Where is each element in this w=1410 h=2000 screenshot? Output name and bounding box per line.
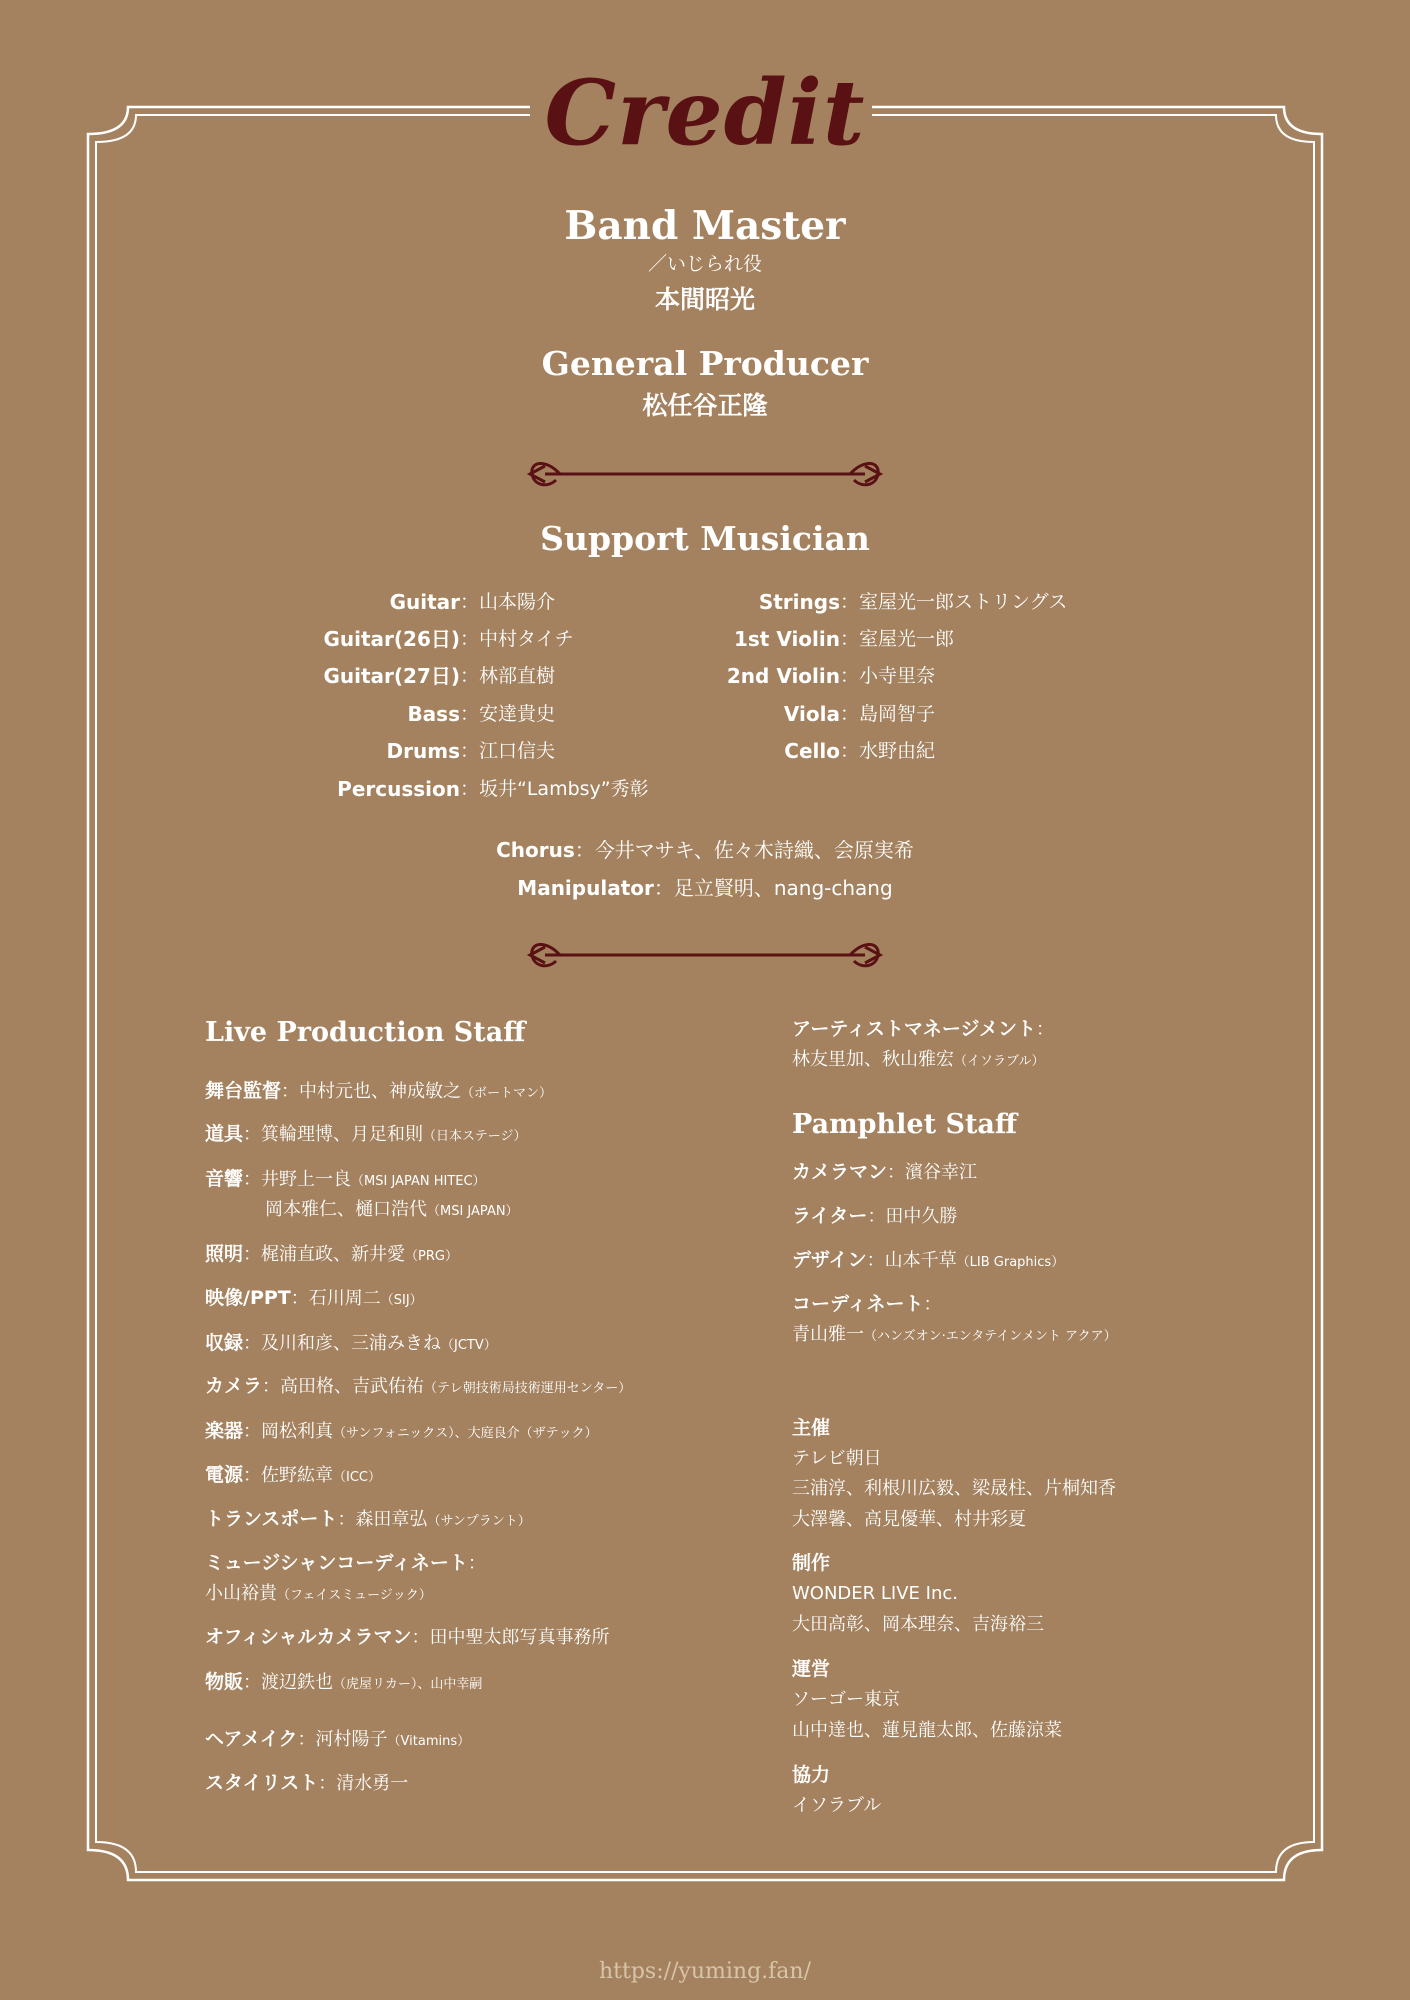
band-master-subtitle: ／いじられ役 <box>647 253 762 275</box>
musician-row <box>0 621 1410 658</box>
musician-role: 1st Violin <box>733 627 840 651</box>
staff-key: ライター <box>792 1205 868 1227</box>
staff-value: ：岡松利真 <box>243 1421 334 1442</box>
musician-name: ：林部直樹 <box>460 665 556 687</box>
musician-row <box>0 771 1410 808</box>
staff-item <box>205 1622 610 1655</box>
staff-value: ：高田格、吉武佑祐 <box>262 1376 425 1397</box>
staff-note: （ボートマン） <box>461 1086 553 1101</box>
musician-row <box>0 584 1410 621</box>
organizer-key-label: 協力 <box>792 1764 831 1786</box>
musician-name: ：水野由紀 <box>840 740 936 762</box>
ornament-divider-top <box>530 463 880 484</box>
staff-note: （日本ステージ） <box>423 1129 527 1144</box>
staff-item <box>205 1667 482 1700</box>
staff-item <box>205 1239 458 1272</box>
staff-key: 楽器 <box>205 1420 244 1442</box>
staff-note: （サンプラント） <box>427 1514 531 1529</box>
musician-name: ：小寺里奈 <box>840 665 936 687</box>
artist-management-key-row <box>792 1014 1054 1045</box>
page-title: Credit <box>540 58 870 168</box>
staff-item <box>265 1194 519 1227</box>
musician-role: Strings <box>758 590 840 614</box>
manipulator-role: Manipulator <box>517 876 654 900</box>
staff-value: ：田中聖太郎写真事務所 <box>411 1627 610 1648</box>
organizer-line: WONDER LIVE Inc. <box>792 1583 958 1604</box>
ornament-divider-bottom <box>530 944 880 965</box>
musician-name: ：山本陽介 <box>460 591 556 613</box>
musician-name: ：安達貴史 <box>460 703 556 725</box>
staff-note: （ICC） <box>333 1470 382 1485</box>
staff-key: スタイリスト <box>205 1772 319 1794</box>
staff-key: 舞台監督 <box>205 1080 282 1102</box>
musician-name: ：室屋光一郎 <box>840 628 955 650</box>
support-musician-heading: Support Musician <box>540 519 870 558</box>
artist-management-key: アーティストマネージメント <box>792 1018 1036 1040</box>
staff-note: （JCTV） <box>441 1338 497 1353</box>
organizer-line: イソラブル <box>792 1795 882 1816</box>
staff-value: ：田中久勝 <box>867 1206 958 1227</box>
musician-role: Drums <box>386 739 460 763</box>
staff-note: （LIB Graphics） <box>956 1255 1065 1270</box>
staff-value: 青山雅一 <box>792 1324 864 1345</box>
staff-key: 道具 <box>205 1123 244 1145</box>
staff-value: ：渡辺鉄也 <box>243 1672 334 1693</box>
chorus-row <box>0 832 1410 869</box>
staff-item <box>792 1319 1117 1352</box>
staff-item <box>205 1768 408 1801</box>
organizer-line: 大澤馨、高見優華、村井彩夏 <box>792 1509 1026 1530</box>
staff-value: ：山本千草 <box>866 1250 957 1271</box>
staff-key: カメラ <box>205 1375 263 1397</box>
musician-role: Guitar(26日) <box>323 627 460 651</box>
musician-row <box>0 696 1410 733</box>
staff-item <box>205 1119 527 1152</box>
musician-name: ：島岡智子 <box>840 703 936 725</box>
musician-name: ：江口信夫 <box>460 740 556 762</box>
musician-role: Cello <box>784 739 840 763</box>
staff-note: （虎屋リカー）、山中幸嗣 <box>333 1677 483 1692</box>
staff-item <box>205 1371 631 1404</box>
staff-item <box>792 1245 1064 1278</box>
staff-value: ：濱谷幸江 <box>887 1162 978 1183</box>
staff-key: 収録 <box>205 1332 244 1354</box>
staff-value: ：及川和彦、三浦みきね <box>243 1333 442 1354</box>
band-master-heading: Band Master <box>564 203 846 249</box>
organizer-key <box>792 1413 830 1444</box>
musician-role: 2nd Violin <box>726 664 840 688</box>
musician-row <box>0 733 1410 770</box>
organizer-key-label: 主催 <box>792 1417 831 1439</box>
staff-item <box>205 1548 486 1581</box>
staff-key: 照明 <box>205 1243 244 1265</box>
organizer-key-label: 運営 <box>792 1658 831 1680</box>
organizer-line: 大田高彰、岡本理奈、吉海裕三 <box>792 1614 1044 1635</box>
musician-name: ：室屋光一郎ストリングス <box>840 591 1068 613</box>
artist-management-colon: ： <box>1035 1019 1054 1040</box>
staff-value: ： <box>923 1294 942 1315</box>
manipulator-names: ：足立賢明、nang-chang <box>653 876 893 900</box>
staff-note: （サンフォニックス）、大庭良介（ザテック） <box>333 1426 598 1441</box>
staff-note: （MSI JAPAN HITEC） <box>351 1174 486 1189</box>
organizer-line: ソーゴー東京 <box>792 1689 900 1710</box>
staff-item <box>205 1283 423 1316</box>
footer-url[interactable]: https://yuming.fan/ <box>598 1959 812 1984</box>
staff-value: ：清水勇一 <box>318 1773 409 1794</box>
staff-note: （ハンズオン·エンタテインメント アクア） <box>864 1329 1117 1344</box>
organizer-line: 三浦淳、利根川広毅、梁晟柱、片桐知香 <box>792 1478 1116 1499</box>
staff-key: 物販 <box>205 1671 244 1693</box>
staff-item <box>205 1504 531 1537</box>
staff-value: ： <box>467 1553 486 1574</box>
staff-key: コーディネート <box>792 1293 924 1315</box>
staff-key: 電源 <box>205 1464 244 1486</box>
staff-note: （フェイスミュージック） <box>277 1588 432 1603</box>
staff-item <box>205 1724 470 1757</box>
organizer-line: 山中達也、蓮見龍太郎、佐藤涼菜 <box>792 1720 1062 1741</box>
staff-value: ：中村元也、神成敏之 <box>281 1081 462 1102</box>
band-master-name: 本間昭光 <box>654 285 755 314</box>
staff-value: ：河村陽子 <box>297 1729 388 1750</box>
staff-value: ：箕輪理博、月足和則 <box>243 1124 424 1145</box>
musician-role: Guitar <box>389 590 460 614</box>
musician-role: Bass <box>407 702 460 726</box>
artist-management-value-row <box>792 1044 1044 1077</box>
staff-value: ：梶浦直政、新井愛 <box>243 1244 406 1265</box>
staff-item <box>792 1289 941 1322</box>
general-producer-heading: General Producer <box>541 344 869 383</box>
staff-value: ：石川周二 <box>290 1288 381 1309</box>
staff-item <box>205 1416 598 1449</box>
staff-item <box>205 1076 552 1109</box>
staff-key: 音響 <box>205 1168 244 1190</box>
organizer-key <box>792 1548 830 1579</box>
manipulator-row <box>0 870 1410 907</box>
staff-item <box>205 1578 432 1611</box>
organizer-key-label: 制作 <box>792 1552 831 1574</box>
staff-item <box>792 1157 977 1190</box>
staff-note: （SIJ） <box>380 1293 423 1308</box>
chorus-names: ：今井マサキ、佐々木詩織、会原実希 <box>574 838 914 862</box>
staff-note: （Vitamins） <box>387 1734 471 1749</box>
staff-note: （テレ朝技術局技術運用センター） <box>424 1381 632 1396</box>
staff-key: 映像/PPT <box>205 1287 291 1309</box>
musician-role: Viola <box>783 702 840 726</box>
chorus-role: Chorus <box>496 838 575 862</box>
staff-value: ：佐野紘章 <box>243 1465 334 1486</box>
staff-key: オフィシャルカメラマン <box>205 1626 412 1648</box>
artist-management-value: 林友里加、秋山雅宏 <box>792 1049 954 1070</box>
organizer-key <box>792 1654 830 1685</box>
staff-key: ミュージシャンコーディネート <box>205 1552 468 1574</box>
staff-item <box>205 1328 497 1361</box>
staff-value: ：井野上一良 <box>243 1169 352 1190</box>
staff-value: ：森田章弘 <box>337 1509 428 1530</box>
general-producer-name: 松任谷正隆 <box>642 391 768 420</box>
staff-key: デザイン <box>792 1249 867 1271</box>
musician-name: ：坂井“Lambsy”秀彰 <box>460 778 649 800</box>
staff-note: （MSI JAPAN） <box>427 1204 519 1219</box>
staff-value: 岡本雅仁、樋口浩代 <box>265 1199 427 1220</box>
staff-key: カメラマン <box>792 1161 888 1183</box>
musician-name: ：中村タイチ <box>460 628 574 650</box>
staff-key: トランスポート <box>205 1508 338 1530</box>
staff-value: 小山裕貴 <box>205 1583 277 1604</box>
musician-role: Guitar(27日) <box>323 664 460 688</box>
artist-management-note: （イソラブル） <box>954 1054 1045 1069</box>
staff-item <box>205 1164 486 1197</box>
staff-item <box>205 1460 381 1493</box>
staff-item <box>792 1201 957 1234</box>
pamphlet-staff-heading: Pamphlet Staff <box>792 1109 1018 1140</box>
organizer-line: テレビ朝日 <box>792 1448 882 1469</box>
musician-role: Percussion <box>337 777 460 801</box>
musician-row <box>0 658 1410 695</box>
staff-note: （PRG） <box>405 1249 458 1264</box>
live-production-heading: Live Production Staff <box>205 1017 526 1048</box>
organizer-key <box>792 1760 830 1791</box>
staff-key: ヘアメイク <box>205 1728 298 1750</box>
